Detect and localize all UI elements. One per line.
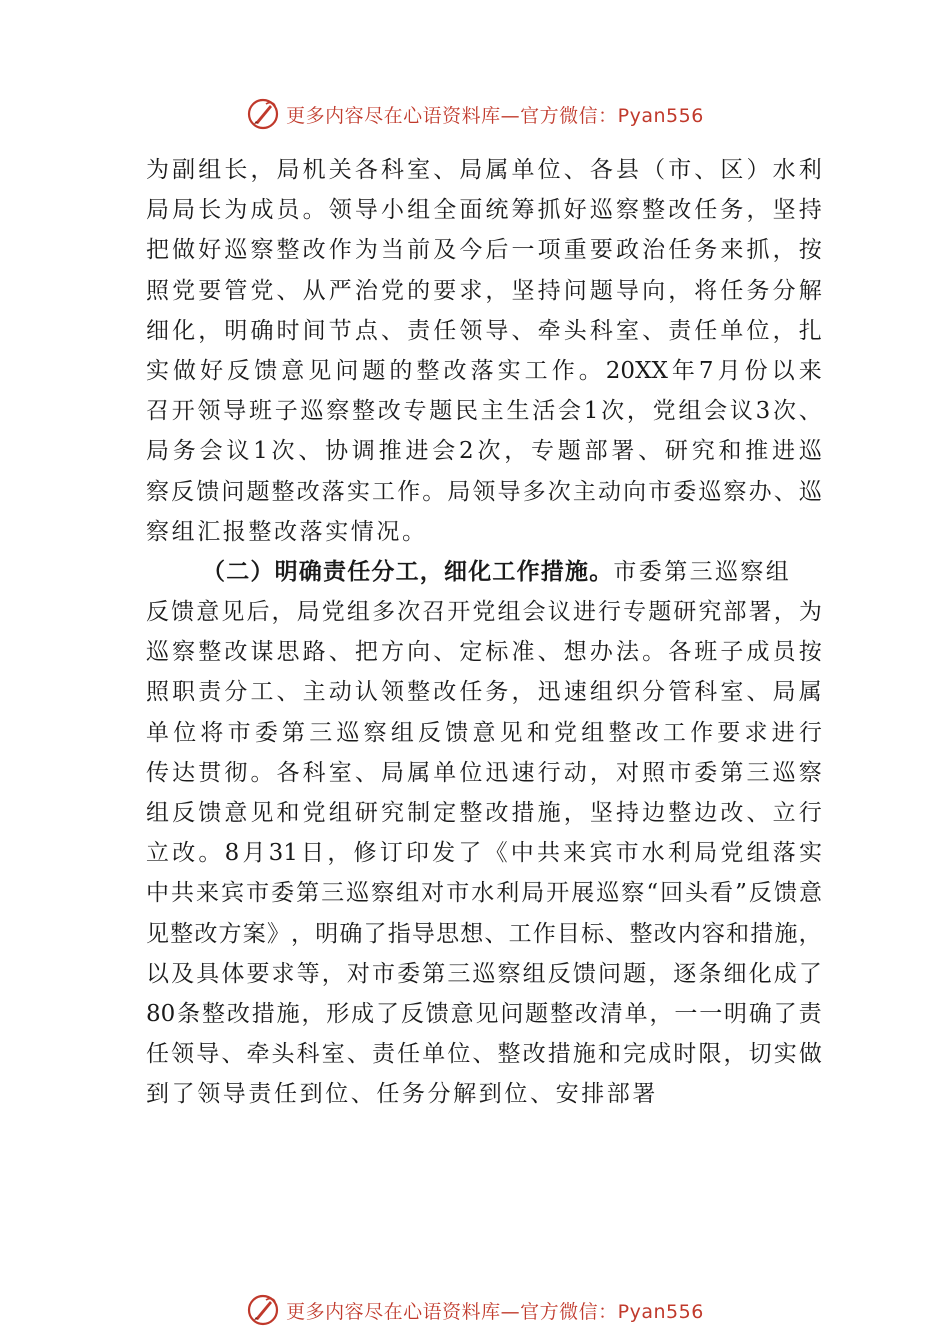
text-line: 实 做 好 反 馈 意 见 问 题 的 整 改 落 实 工 作 。 20XX 年 7 月 份 以 来 (146, 357, 822, 384)
document-body (146, 150, 822, 1115)
text-line: 组 反 馈 意 见 和 党 组 研 究 制 定 整 改 措 施 ， 坚 持 边 整 边 改 、 立 行 (146, 800, 822, 826)
text-line: 以 及 具 体 要 求 等 ， 对 市 委 第 三 巡 察 组 反 馈 问 题 ， 逐 条 细 化 成 了 (146, 960, 822, 987)
text-line: 局 局 长 为 成 员 。 领 导 小 组 全 面 统 筹 抓 好 巡 察 整 改 任 务 ， 坚 持 (146, 197, 822, 224)
text-line: 到了领导责任到位、任务分解到位、安排部署 (146, 1081, 658, 1108)
text-line (146, 552, 822, 592)
text-line: 照 职 责 分 工 、 主 动 认 领 整 改 任 务 ， 迅 速 组 织 分 管 科 室 、 局 属 (146, 679, 822, 706)
text-line: 传 达 贯 彻 。 各 科 室 、 局 属 单 位 迅 速 行 动 ， 对 照 市 委 第 三 巡 察 (146, 759, 822, 786)
text-line: 80 条 整 改 措 施 ， 形 成 了 反 馈 意 见 问 题 整 改 清 单 ， 一 一 明 确 了 责 (146, 1000, 822, 1027)
text-line: 为 副 组 长 ， 局 机 关 各 科 室 、 局 属 单 位 、 各 县 （ 市 、 区 ） 水 利 (146, 157, 822, 183)
text-line: 局 务 会 议 1 次 、 协 调 推 进 会 2 次 ， 专 题 部 署 、 研 究 和 推 进 巡 (146, 438, 822, 465)
text-line: 细 化 ， 明 确 时 间 节 点 、 责 任 领 导 、 牵 头 科 室 、 责 任 单 位 ， 扎 (146, 317, 822, 344)
text-segment: 市委第三巡察组 (613, 558, 792, 585)
text-line: 中 共 来 宾 市 委 第 三 巡 察 组 对 市 水 利 局 开 展 巡 察 “ 回 头 看 ” 反 馈 意 (146, 880, 822, 907)
text-line: 察 反 馈 问 题 整 改 落 实 工 作 。 局 领 导 多 次 主 动 向 市 委 巡 察 办 、 巡 (146, 478, 822, 505)
section-heading: （二）明确责任分工，细化工作措施。 (202, 557, 614, 585)
header-banner-text: 更多内容尽在心语资料库—官方微信：Pyan556 (286, 104, 704, 127)
quill-pen-logo-icon (246, 97, 280, 131)
text-line: 立 改 。 8 月 31 日 ， 修 订 印 发 了 《 中 共 来 宾 市 水 利 局 党 组 落 实 (146, 840, 822, 867)
text-line: 召 开 领 导 班 子 巡 察 整 改 专 题 民 主 生 活 会 1 次 ， 党 组 会 议 3 次 、 (146, 398, 822, 425)
text-line: 照 党 要 管 党 、 从 严 治 党 的 要 求 ， 坚 持 问 题 导 向 ， 将 任 务 分 解 (146, 277, 822, 304)
footer-banner-text: 更多内容尽在心语资料库—官方微信：Pyan556 (286, 1300, 704, 1323)
text-line: 任 领 导 、 牵 头 科 室 、 责 任 单 位 、 整 改 措 施 和 完 成 时 限 ， 切 实 做 (146, 1041, 822, 1068)
text-line: 察组汇报整改落实情况。 (146, 518, 428, 545)
text-line: 巡 察 整 改 谋 思 路 、 把 方 向 、 定 标 准 、 想 办 法 。 各 班 子 成 员 按 (146, 639, 822, 666)
header-banner (0, 94, 950, 134)
text-line: 把 做 好 巡 察 整 改 作 为 当 前 及 今 后 一 项 重 要 政 治 任 务 来 抓 ， 按 (146, 237, 822, 264)
text-line: 见 整 改 方 案 》 ， 明 确 了 指 导 思 想 、 工 作 目 标 、 整 改 内 容 和 措 施 ， (146, 920, 822, 947)
text-line: 单 位 将 市 委 第 三 巡 察 组 反 馈 意 见 和 党 组 整 改 工 作 要 求 进 行 (146, 719, 822, 746)
text-line: 反 馈 意 见 后 ， 局 党 组 多 次 召 开 党 组 会 议 进 行 专 题 研 究 部 署 ， 为 (146, 599, 822, 626)
quill-pen-logo-icon (246, 1293, 280, 1327)
footer-banner (0, 1290, 950, 1330)
